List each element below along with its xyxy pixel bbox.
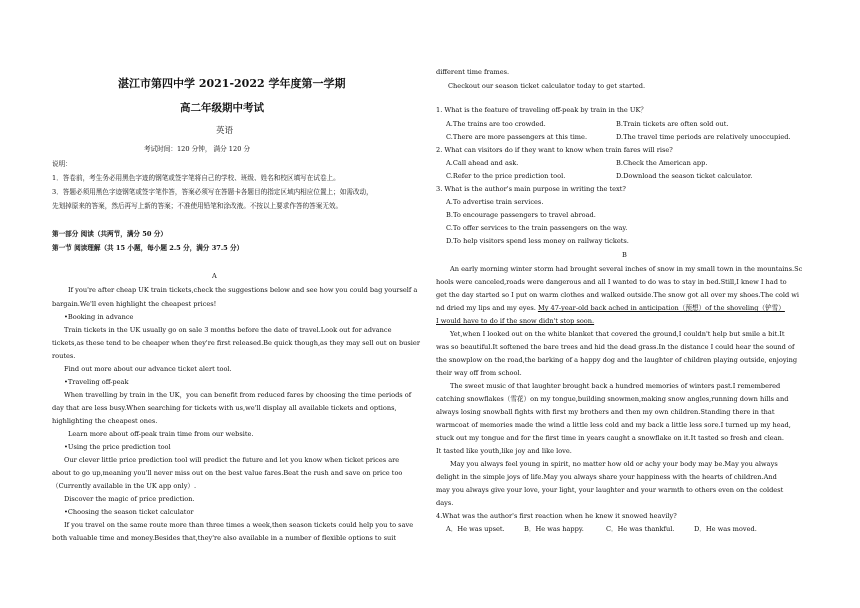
passage-a-line: routes.: [52, 352, 76, 360]
underlined-sentence: My 47-year-old back ached in anticipation（预想）of the shoveling（铲雪）: [537, 304, 785, 312]
passage-a-continued: Checkout our season ticket calculator today to get started.: [448, 82, 646, 90]
passage-a-line: •Traveling off-peak: [64, 378, 129, 386]
option-d: D.The travel time periods are relatively unoccupied.: [616, 133, 791, 141]
option-d: D.Download the season ticket calculator.: [616, 172, 753, 180]
passage-a-line: •Booking in advance: [64, 313, 134, 321]
passage-b-line: The sweet music of that laughter brought back a hundred memories of winters past.I remembered: [450, 382, 781, 390]
option-b: B.To encourage passengers to travel abroad.: [446, 211, 596, 219]
passage-b-line: An early morning winter storm had brought several inches of snow in my small town in the mountains.Sc: [450, 265, 803, 273]
passage-b-line: always losing snowball fights with first my brothers and then my own children.Standing there in that: [436, 408, 775, 416]
passage-b-line: may you always give your love, your light, your laughter and your warmth to others even on the coldest: [436, 486, 784, 494]
passage-b-line: catching snowflakes（雪花）on my tongue,building snowmen,making snow angles,running down hills and: [436, 395, 789, 403]
passage-b-line: nd dried my lips and my eyes. My 47-year-old back ached in anticipation（预想）of the shoveling（铲雪）: [436, 304, 785, 312]
passage-b-line: Yet,when I looked out on the white blanket that covered the ground,I couldn't help but smile a bit.It: [450, 330, 785, 338]
option-b: B.Train tickets are often sold out.: [616, 120, 729, 128]
exam-subtitle: 高二年级期中考试: [180, 102, 264, 114]
option-a: A.To advertise train services.: [446, 198, 544, 206]
passage-a-line: tickets,as these tend to be cheaper when they're first released.Be quick though,as they may sell out on busier: [52, 339, 420, 347]
passage-a-line: both valuable time and money.Besides that,they're also available in a number of flexible options to suit: [52, 534, 397, 542]
question-stem: 3. What is the author's main purpose in writing the text?: [436, 185, 626, 193]
passage-a-line: highlighting the cheapest ones.: [52, 417, 158, 425]
option-b: B.Check the American app.: [616, 159, 708, 167]
question-stem: 1. What is the feature of traveling off-peak by train in the UK？: [436, 106, 647, 114]
passage-a-line: Our clever little price prediction tool will predict the future and let you know when ticket prices are: [64, 456, 400, 464]
passage-b-line: stuck out my tongue and for the first time in years caught a snowflake on it.It tasted so fresh and clean.: [436, 434, 784, 442]
note-1: 1．答卷前，考生务必用黑色字迹的钢笔或签字笔将自己的学校、班级、姓名和校区填写在试卷上。: [52, 174, 340, 182]
question-stem: 2. What can visitors do if they want to know when train fares will rise?: [436, 146, 673, 154]
passage-a-line: •Using the price prediction tool: [64, 443, 171, 451]
exam-title: 湛江市第四中学 2021-2022 学年度第一学期: [118, 77, 346, 90]
part1-section1-heading: 第一节 阅读理解（共 15 小题，每小题 2.5 分，满分 37.5 分）: [52, 244, 244, 252]
passage-b-line: hools were canceled,roads were dangerous and all I wanted to do was to stay in bed.Still,I knew I had to: [436, 278, 787, 286]
passage-a-line: Train tickets in the UK usually go on sale 3 months before the date of travel.Look out for advance: [64, 326, 392, 334]
passage-a-line: Find out more about our advance ticket alert tool.: [64, 365, 232, 373]
passage-a-line: If you travel on the same route more than three times a week,then season tickets could help you to save: [64, 521, 414, 529]
passage-a-line: day that are less busy.When searching for tickets with us,we'll display all available tickets and options,: [52, 404, 397, 412]
option-a: A.The trains are too crowded.: [446, 120, 546, 128]
passage-b-line: the snowplow on the road,the barking of a happy dog and the laughter of children playing outside, enjoying: [436, 356, 798, 364]
option-c: C.There are more passengers at this time.: [446, 133, 588, 141]
passage-b-line: was so beautiful.It softened the bare trees and hid the dead grass.In the distance I could hear the sound of: [436, 343, 795, 351]
passage-b-line: warmcoat of memories made the wind a little less cold and my back a little less sore.I turned up my head,: [436, 421, 791, 429]
exam-time-info: 考试时间：120 分钟， 满分 120 分: [144, 145, 251, 153]
option-d: D.To help visitors spend less money on railway tickets.: [446, 237, 629, 245]
option-d: D．He was moved.: [694, 525, 757, 533]
option-c: C.Refer to the price prediction tool.: [446, 172, 566, 180]
option-a: A．He was upset.: [446, 525, 505, 533]
passage-b-line: May you always feel young in spirit, no matter how old or achy your body may be.May you always: [450, 460, 778, 468]
exam-subject: 英语: [216, 126, 234, 136]
option-a: A.Call ahead and ask.: [446, 159, 519, 167]
option-b: B．He was happy.: [524, 525, 584, 533]
passage-b-line: It tasted like youth,like joy and like love.: [436, 447, 572, 455]
notes-label: 说明：: [52, 160, 72, 168]
option-c: C．He was thankful.: [606, 525, 675, 533]
passage-a-line: （Currently available in the UK app only）.: [52, 482, 197, 490]
passage-a-line: If you're after cheap UK train tickets,check the suggestions below and see how you could bag yourself a: [68, 286, 418, 294]
passage-b-line: days.: [436, 499, 454, 507]
passage-b-line: get the day started so I put on warm clothes and walked outside.The snow got all over my shoes.The cold wi: [436, 291, 800, 299]
passage-a-line: When travelling by train in the UK，you can benefit from reduced fares by choosing the time periods of: [64, 391, 412, 399]
passage-a-line: Learn more about off-peak train time from our website.: [68, 430, 254, 438]
passage-b-line: their way off from school.: [436, 369, 522, 377]
passage-a-line: about to go up,meaning you'll never miss out on the best value fares.Beat the rush and save on price too: [52, 469, 403, 477]
passage-a-line: Discover the magic of price prediction.: [64, 495, 195, 503]
passage-b-label: B: [622, 251, 627, 259]
passage-a-continued: different time frames.: [436, 68, 510, 76]
passage-a-line: •Choosing the season ticket calculator: [64, 508, 194, 516]
note-2a: 3．答题必须用黑色字迹钢笔或签字笔作答，答案必须写在答题卡各题目的指定区域内相应位置上；如需改动，: [52, 188, 373, 196]
note-2b: 先划掉原来的答案，然后再写上新的答案；不准使用铅笔和涂改液。不按以上要求作答的答案无效。: [52, 202, 343, 210]
option-c: C.To offer services to the train passengers on the way.: [446, 224, 628, 232]
passage-a-line: bargain.We'll even highlight the cheapest prices!: [52, 300, 217, 308]
passage-b-line: delight in the simple joys of life.May you always share your happiness with the hearts of children.And: [436, 473, 777, 481]
question-stem: 4.What was the author's first reaction when he knew it snowed heavily?: [436, 512, 677, 520]
passage-b-line: I would have to do if the snow didn't stop soon.: [436, 317, 595, 325]
passage-a-label: A: [212, 272, 217, 280]
part1-heading: 第一部分 阅读（共两节，满分 50 分）: [52, 230, 167, 238]
